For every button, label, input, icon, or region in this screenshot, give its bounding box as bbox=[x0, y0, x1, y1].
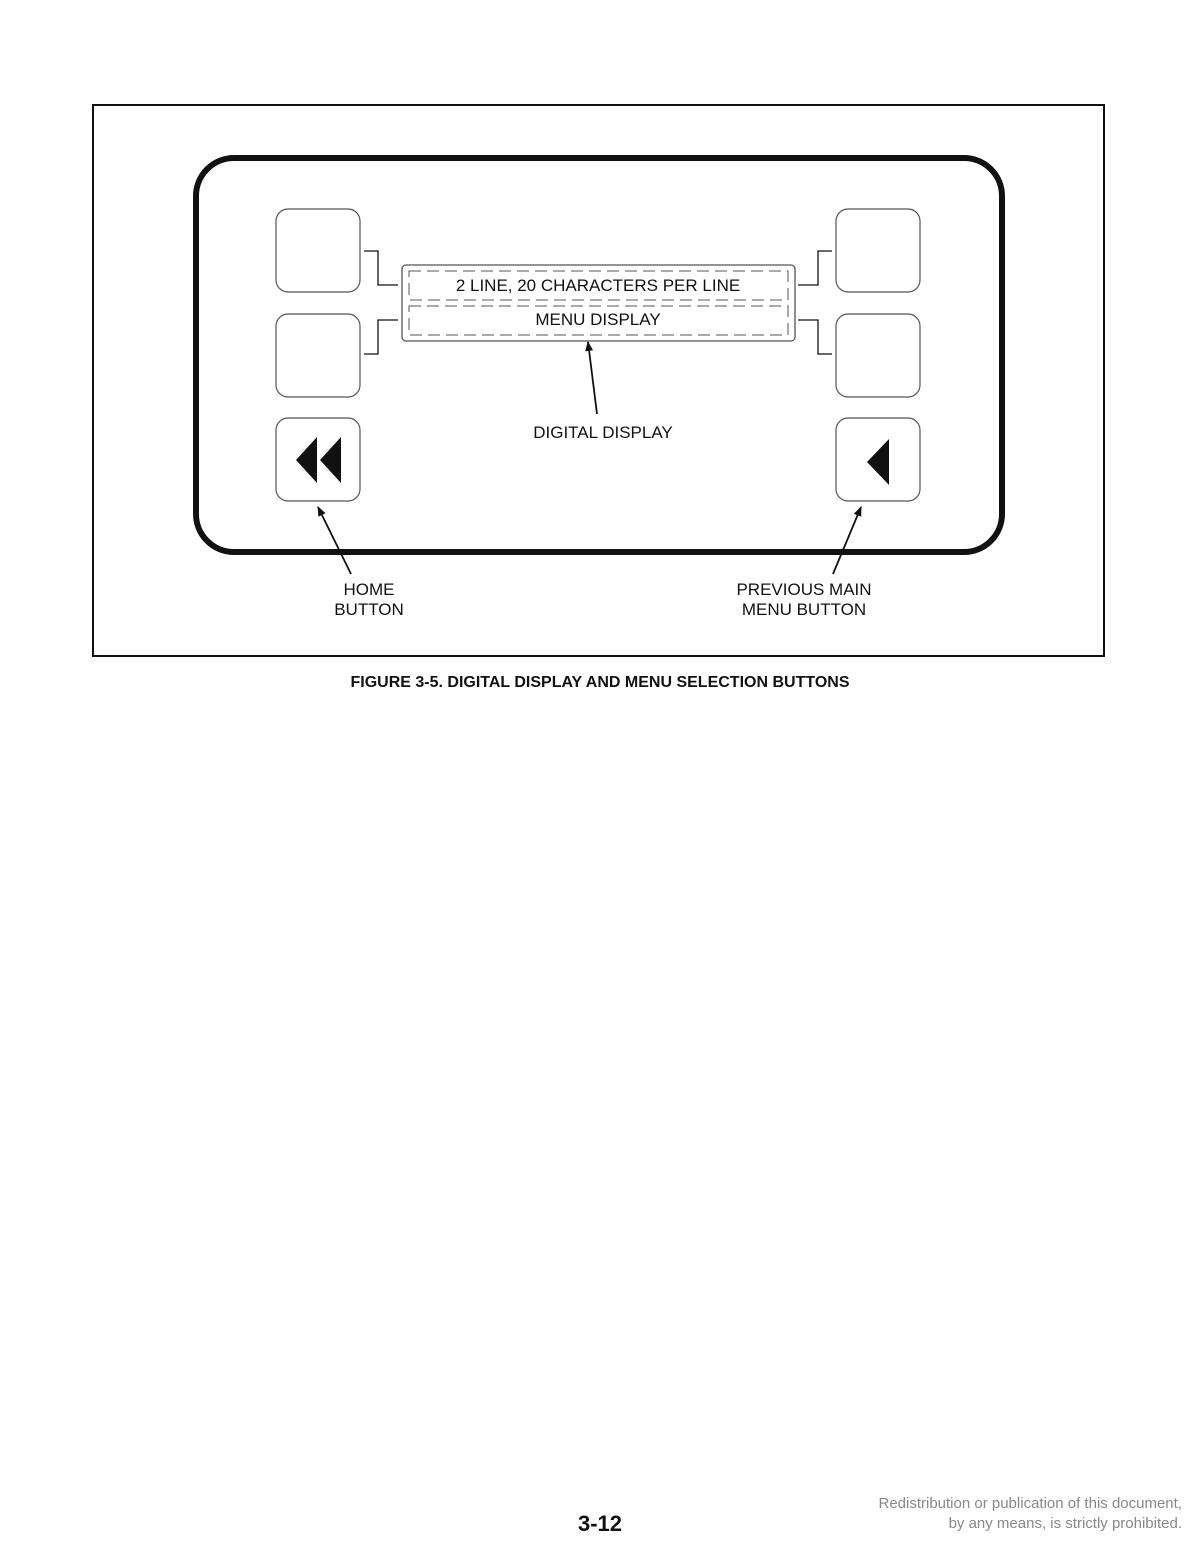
figure-diagram bbox=[0, 0, 1200, 700]
home-button-arrow bbox=[318, 507, 351, 574]
page-number: 3-12 bbox=[577, 1511, 623, 1536]
previous-button-label-line-2: MENU BUTTON bbox=[741, 600, 867, 619]
previous-button-arrow bbox=[833, 507, 861, 574]
digital-display-arrow bbox=[588, 342, 597, 414]
previous-button-label-line-1: PREVIOUS MAIN bbox=[736, 580, 872, 599]
connector-left-top bbox=[364, 251, 398, 285]
right-menu-button-top[interactable] bbox=[836, 209, 920, 292]
redistribution-notice bbox=[878, 1494, 1182, 1534]
notice-line-2: by any means, is strictly prohibited. bbox=[948, 1515, 1182, 1532]
figure-caption: FIGURE 3-5. DIGITAL DISPLAY AND MENU SELECTION BUTTONS bbox=[350, 674, 850, 691]
display-line-1: 2 LINE, 20 CHARACTERS PER LINE bbox=[455, 276, 741, 295]
digital-display bbox=[402, 265, 795, 341]
notice-line-1: Redistribution or publication of this document, bbox=[878, 1495, 1182, 1512]
previous-main-menu-button[interactable] bbox=[836, 418, 920, 501]
connector-right-top bbox=[798, 251, 832, 285]
home-button-label-line-2: BUTTON bbox=[334, 600, 404, 619]
left-menu-button-top[interactable] bbox=[276, 209, 360, 292]
figure-frame bbox=[93, 105, 1104, 656]
home-button-label-line-1: HOME bbox=[343, 580, 395, 599]
display-line-2: MENU DISPLAY bbox=[535, 310, 661, 329]
left-menu-button-middle[interactable] bbox=[276, 314, 360, 397]
connector-right-middle bbox=[798, 320, 832, 354]
digital-display-label: DIGITAL DISPLAY bbox=[533, 423, 673, 442]
right-menu-button-middle[interactable] bbox=[836, 314, 920, 397]
home-button[interactable] bbox=[276, 418, 360, 501]
connector-left-middle bbox=[364, 320, 398, 354]
